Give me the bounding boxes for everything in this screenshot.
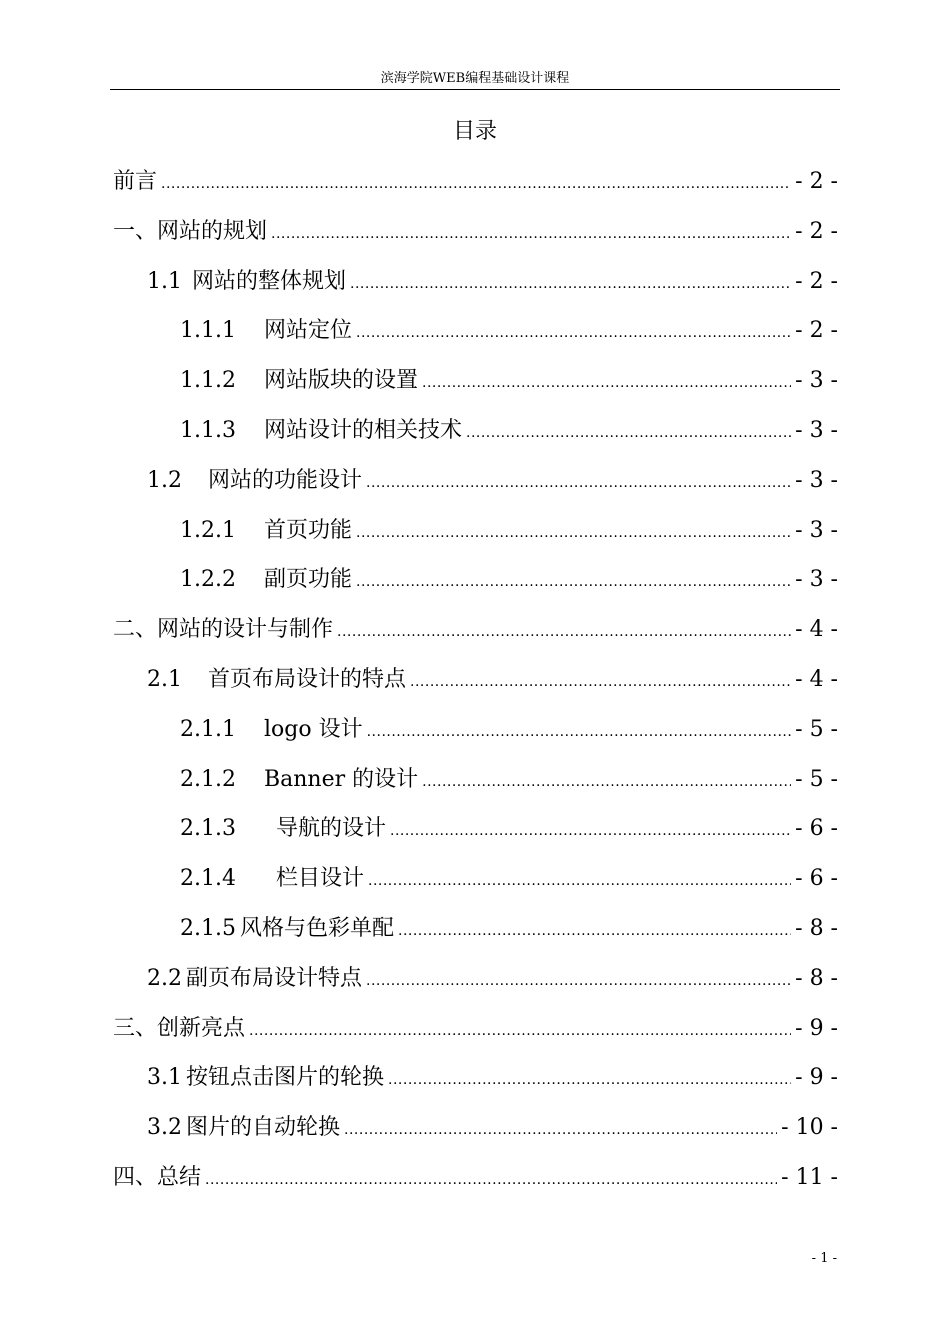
toc-entry-number: 1.1 (147, 268, 182, 294)
toc-entry-page: - 2 - (795, 318, 838, 344)
toc-leader-dots (161, 169, 791, 199)
toc-entry-page: - 6 - (795, 816, 838, 842)
toc-entry-title: 按钮点击图片的轮换 (186, 1065, 385, 1091)
toc-entry[interactable] (113, 615, 838, 665)
toc-entry[interactable] (113, 267, 838, 317)
toc-entry[interactable] (113, 466, 838, 516)
toc-entry-page: - 2 - (795, 218, 838, 244)
toc-entry-title: 四、总结 (113, 1164, 202, 1190)
toc-entry-page: - 8 - (795, 965, 838, 991)
toc-leader-dots (368, 866, 791, 896)
toc-leader-dots (366, 966, 791, 996)
toc-entry-title: 网站的功能设计 (208, 467, 363, 493)
toc-entry-number: 2.1.5 (180, 915, 236, 941)
toc-leader-dots (356, 567, 791, 597)
toc-entry-number: 2.1.2 (180, 766, 236, 792)
toc-entry-title: 网站版块的设置 (263, 368, 418, 394)
toc-leader-dots (356, 518, 791, 548)
toc-leader-dots (390, 816, 791, 846)
toc-entry[interactable] (113, 715, 838, 765)
toc-entry-page: - 3 - (795, 467, 838, 493)
page-header: 滨海学院WEB编程基础设计课程 (380, 71, 570, 86)
toc-entry-title: 图片的自动轮换 (186, 1115, 341, 1141)
toc-entry-number: 2.1.1 (180, 716, 236, 742)
toc-entry-title: 网站定位 (263, 318, 352, 344)
toc-entry-number: 3.1 (147, 1065, 182, 1091)
toc-entry-page: - 11 - (781, 1164, 838, 1190)
toc-entry[interactable] (113, 765, 838, 815)
toc-entry-page: - 3 - (795, 368, 838, 394)
toc-entry[interactable] (113, 1063, 838, 1113)
toc-leader-dots (337, 617, 791, 647)
toc-leader-dots (366, 468, 791, 498)
toc-entry-number: 2.1.4 (180, 866, 236, 892)
toc-entry-title: 三、创新亮点 (113, 1015, 246, 1041)
toc-entry[interactable] (113, 167, 838, 217)
toc-entry[interactable] (113, 217, 838, 267)
toc-entry-page: - 3 - (795, 517, 838, 543)
toc-entry-number: 3.2 (147, 1115, 182, 1141)
toc-entry[interactable] (113, 516, 838, 566)
header-rule (110, 89, 840, 90)
toc-entry-page: - 3 - (795, 417, 838, 443)
page-number: - 1 - (811, 1251, 837, 1266)
toc-entry[interactable] (113, 1113, 838, 1163)
toc-entry-page: - 9 - (795, 1065, 838, 1091)
toc-entry[interactable] (113, 814, 838, 864)
toc-entry-page: - 3 - (795, 567, 838, 593)
toc-entry-page: - 2 - (795, 169, 838, 194)
toc-entry[interactable] (113, 964, 838, 1014)
table-of-contents (113, 167, 838, 1213)
toc-leader-dots (350, 269, 791, 299)
toc-leader-dots (367, 717, 792, 747)
toc-leader-dots (388, 1065, 791, 1095)
toc-entry-title: 导航的设计 (275, 816, 386, 842)
toc-entry-page: - 6 - (795, 866, 838, 892)
toc-entry-number: 1.1.3 (180, 417, 236, 443)
toc-title: 目录 (452, 119, 497, 144)
toc-entry[interactable] (113, 366, 838, 416)
toc-entry[interactable] (113, 864, 838, 914)
toc-entry-number: 1.2 (147, 467, 182, 493)
toc-entry-page: - 5 - (795, 716, 838, 742)
toc-entry-title: Banner 的设计 (263, 766, 419, 792)
toc-entry[interactable] (113, 316, 838, 366)
toc-entry-title: 一、网站的规划 (113, 218, 268, 244)
toc-leader-dots (398, 916, 791, 946)
toc-entry-number: 1.2.1 (180, 517, 236, 543)
toc-leader-dots (356, 318, 791, 348)
toc-entry-number: 2.1.3 (180, 816, 236, 842)
toc-entry-title: 栏目设计 (275, 866, 364, 892)
toc-entry-page: - 5 - (795, 766, 838, 792)
toc-entry[interactable] (113, 416, 838, 466)
toc-entry-number: 1.1.2 (180, 368, 236, 394)
toc-leader-dots (466, 418, 791, 448)
toc-leader-dots (205, 1165, 777, 1195)
toc-entry-page: - 4 - (795, 666, 838, 692)
toc-entry-title: 二、网站的设计与制作 (113, 617, 334, 643)
toc-entry-page: - 8 - (795, 915, 838, 941)
toc-leader-dots (249, 1016, 791, 1046)
toc-entry-title: logo 设计 (263, 716, 363, 742)
toc-entry-title: 副页布局设计特点 (186, 965, 363, 991)
toc-entry-page: - 9 - (795, 1015, 838, 1041)
toc-entry-title: 副页功能 (263, 567, 352, 593)
toc-entry-title: 风格与色彩单配 (239, 915, 394, 941)
toc-entry[interactable] (113, 565, 838, 615)
toc-leader-dots (271, 219, 791, 249)
toc-entry-page: - 4 - (795, 617, 838, 643)
toc-leader-dots (422, 767, 791, 797)
toc-entry[interactable] (113, 665, 838, 715)
toc-entry-number: 1.1.1 (180, 318, 236, 344)
toc-entry[interactable] (113, 1014, 838, 1064)
toc-entry-title: 网站设计的相关技术 (263, 417, 462, 443)
toc-leader-dots (410, 667, 791, 697)
toc-leader-dots (422, 368, 791, 398)
toc-entry-title: 网站的整体规划 (192, 268, 347, 294)
toc-entry-title: 前言 (113, 169, 158, 194)
toc-entry-page: - 2 - (795, 268, 838, 294)
toc-entry[interactable] (113, 914, 838, 964)
toc-entry-number: 2.1 (147, 666, 182, 692)
toc-entry-page: - 10 - (781, 1115, 838, 1141)
toc-entry-title: 首页功能 (263, 517, 352, 543)
toc-leader-dots (344, 1115, 777, 1145)
toc-entry-number: 2.2 (147, 965, 182, 991)
toc-entry-title: 首页布局设计的特点 (208, 666, 407, 692)
toc-entry[interactable] (113, 1163, 838, 1213)
toc-entry-number: 1.2.2 (180, 567, 236, 593)
